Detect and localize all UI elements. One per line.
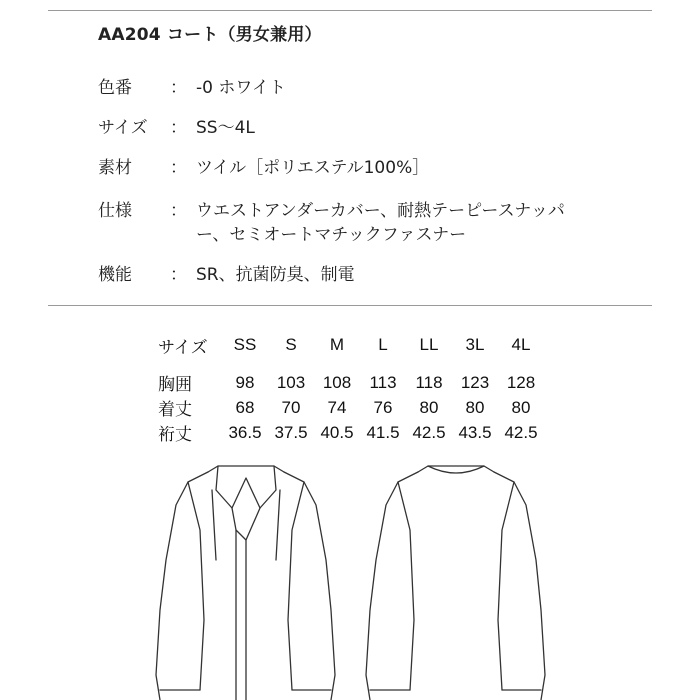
spec-colon: ： (170, 118, 187, 138)
coat-back-drawing (366, 466, 545, 700)
spec-value: -0 ホワイト (196, 78, 286, 98)
spec-value: ツイル［ポリエステル100%］ (196, 158, 430, 178)
spec-label: 素材 (98, 158, 132, 178)
size-value-cell: 103 (276, 372, 306, 392)
size-value-cell: 68 (235, 397, 255, 417)
size-value-cell: 70 (281, 397, 301, 417)
size-header-cell: M (329, 335, 345, 354)
size-value-cell: 80 (465, 397, 485, 417)
spec-value-line-2: ー、セミオートマチックファスナー (196, 225, 467, 245)
size-value-cell: 80 (419, 397, 439, 417)
size-chart-header-label: サイズ (158, 337, 208, 357)
size-value-cell: 37.5 (274, 422, 308, 442)
size-value-cell: 118 (415, 372, 443, 392)
spec-label: 機能 (98, 265, 132, 285)
size-value-cell: 74 (327, 397, 347, 417)
spec-label: 色番 (98, 78, 132, 98)
size-value-cell: 98 (235, 372, 255, 392)
spec-value-line-1: ウエストアンダーカバー、耐熱テーピースナッパ (196, 201, 565, 221)
spec-value: SR、抗菌防臭、制電 (196, 265, 355, 285)
coat-front-drawing (156, 466, 335, 700)
size-chart-header-row (158, 330, 544, 370)
size-header-cell: L (378, 335, 388, 354)
size-value-cell: 42.5 (504, 422, 538, 442)
size-value-cell: 40.5 (320, 422, 354, 442)
size-header-cell: S (285, 335, 297, 354)
size-header-cell: 4L (511, 335, 531, 354)
size-chart-table (158, 330, 544, 445)
spec-colon: ： (170, 78, 187, 98)
product-title: AA204 コート（男女兼用） (98, 25, 322, 45)
size-value-cell: 76 (373, 397, 393, 417)
spec-value: SS～4L (196, 118, 255, 138)
size-row-label: 裄丈 (158, 425, 192, 444)
size-value-cell: 113 (369, 372, 397, 392)
size-chart-row-chest (158, 370, 544, 395)
size-value-cell: 36.5 (228, 422, 262, 442)
size-value-cell: 123 (460, 372, 490, 392)
spec-label: 仕様 (98, 201, 132, 221)
size-value-cell: 41.5 (366, 422, 400, 442)
size-row-label: 胸囲 (158, 375, 192, 394)
spec-colon: ： (170, 201, 187, 221)
top-divider (48, 10, 652, 11)
size-chart-row-length (158, 395, 544, 420)
size-value-cell: 43.5 (458, 422, 492, 442)
size-row-label: 着丈 (158, 400, 192, 419)
size-chart-row-sleeve (158, 420, 544, 445)
size-value-cell: 80 (511, 397, 531, 417)
coat-illustrations (0, 455, 700, 700)
spec-colon: ： (170, 265, 187, 285)
size-value-cell: 128 (506, 372, 536, 392)
size-value-cell: 108 (322, 372, 352, 392)
size-header-cell: 3L (465, 335, 485, 354)
size-value-cell: 42.5 (412, 422, 446, 442)
spec-label: サイズ (98, 118, 148, 138)
section-divider (48, 305, 652, 306)
size-header-cell: LL (419, 335, 439, 354)
spec-colon: ： (170, 158, 187, 178)
size-header-cell: SS (233, 335, 257, 354)
